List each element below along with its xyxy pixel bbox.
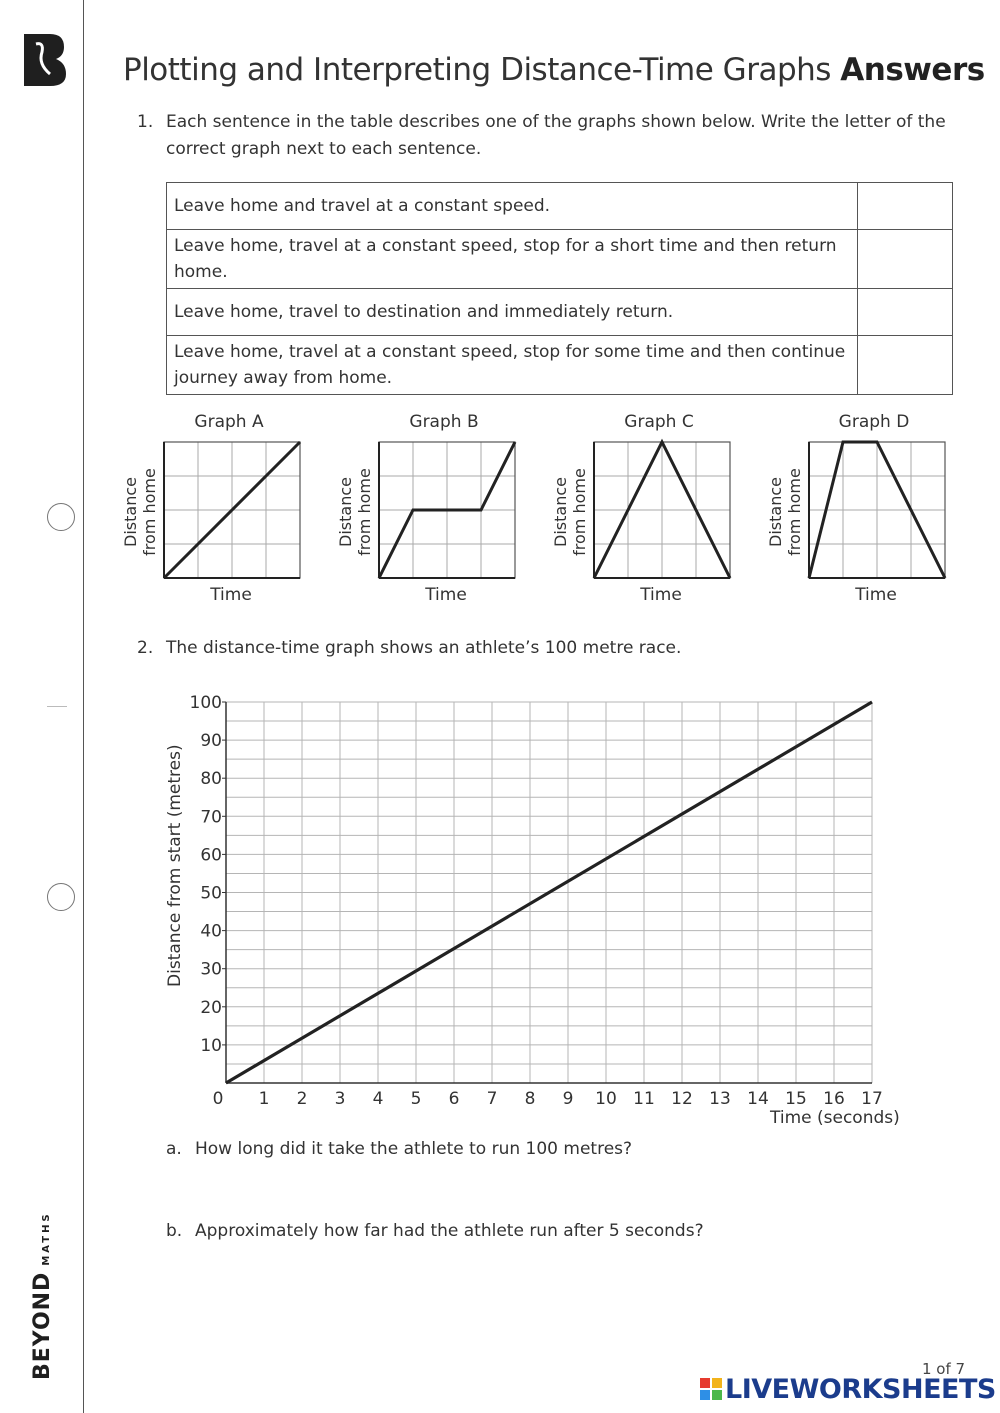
x-tick-label: 11 [633, 1089, 655, 1109]
x-tick-label: 16 [823, 1089, 845, 1109]
mini-graphs-svg [0, 0, 1000, 640]
x-tick-label: 0 [212, 1089, 224, 1109]
x-tick-label: 2 [296, 1089, 308, 1109]
x-tick-label: 13 [709, 1089, 731, 1109]
x-tick-label: 15 [785, 1089, 807, 1109]
graph-b-title: Graph B [409, 412, 479, 432]
graph-c-ylabel-1: Distance [551, 477, 570, 547]
liveworksheets-text: LIVEWORKSHEETS [725, 1374, 996, 1405]
graph-a-ylabel-1: Distance [121, 477, 140, 547]
q1-text: Each sentence in the table describes one of the graphs shown below. Write the letter of the correct graph next to each sentence. [166, 112, 946, 159]
graph-a-title: Graph A [194, 412, 264, 432]
y-tick-label: 30 [200, 959, 222, 980]
y-tick-label: 90 [200, 731, 222, 752]
race-chart-ylabel: Distance from start (metres) [165, 744, 185, 987]
x-tick-label: 9 [562, 1089, 574, 1109]
graph-a-plot [164, 442, 300, 578]
graph-d-title: Graph D [838, 412, 910, 432]
race-chart-svg [0, 680, 1000, 1110]
graph-c-title: Graph C [624, 412, 694, 432]
brand-vertical [30, 1211, 55, 1380]
q2-number: 2. [137, 638, 154, 658]
y-tick-label: 100 [189, 693, 222, 713]
race-chart-xlabel: Time (seconds) [770, 1108, 900, 1128]
table-sentence: Leave home, travel at a constant speed, stop for a short time and then return home. [167, 230, 858, 289]
graph-d-plot [809, 442, 945, 578]
graph-c-ylabel-2: from home [570, 468, 589, 556]
graph-b-ylabel-2: from home [355, 468, 374, 556]
q1-number: 1. [137, 112, 154, 132]
table-sentence: Leave home and travel at a constant speed. [167, 183, 858, 230]
q2a-label: a. [166, 1139, 182, 1159]
table-sentence: Leave home, travel at a constant speed, stop for some time and then continue journey away from home. [167, 336, 858, 395]
y-tick-label: 10 [200, 1035, 222, 1056]
x-tick-label: 6 [448, 1089, 460, 1109]
x-tick-label: 12 [671, 1089, 693, 1109]
graph-c-plot [594, 442, 730, 578]
graph-c-xlabel: Time [640, 585, 682, 605]
page-number: 1 of 7 [922, 1360, 966, 1378]
x-tick-label: 4 [372, 1089, 384, 1109]
x-tick-label: 10 [595, 1089, 617, 1109]
x-tick-label: 7 [486, 1089, 498, 1109]
x-tick-label: 14 [747, 1089, 769, 1109]
y-tick-label: 50 [200, 883, 222, 904]
graph-b-ylabel-1: Distance [336, 477, 355, 547]
brand-sub: MATHS [41, 1211, 52, 1266]
graph-b-xlabel: Time [425, 585, 467, 605]
graph-b-plot [379, 442, 515, 578]
y-tick-label: 70 [200, 807, 222, 828]
y-tick-label: 80 [200, 769, 222, 790]
title-bold: Answers [840, 52, 985, 88]
x-tick-label: 17 [861, 1089, 883, 1109]
liveworksheets-icon [700, 1378, 722, 1400]
x-tick-label: 5 [410, 1089, 422, 1109]
graph-a-ylabel-2: from home [140, 468, 159, 556]
q2b-label: b. [166, 1221, 183, 1241]
table-sentence: Leave home, travel to destination and immediately return. [167, 289, 858, 336]
y-tick-label: 40 [200, 921, 222, 942]
graph-d-ylabel-2: from home [785, 468, 804, 556]
x-tick-label: 3 [334, 1089, 346, 1109]
title-main: Plotting and Interpreting Distance-Time Graphs [123, 52, 831, 88]
graph-a-xlabel: Time [210, 585, 252, 605]
liveworksheets-brand [700, 1374, 996, 1405]
graph-d-ylabel-1: Distance [766, 477, 785, 547]
y-tick-label: 20 [200, 997, 222, 1018]
q2b-text: Approximately how far had the athlete run after 5 seconds? [195, 1221, 704, 1241]
y-tick-label: 60 [200, 845, 222, 866]
brand-main: BEYOND [30, 1271, 55, 1380]
graph-d-xlabel: Time [855, 585, 897, 605]
q2a-text: How long did it take the athlete to run 100 metres? [195, 1139, 633, 1159]
x-tick-label: 8 [524, 1089, 536, 1109]
q2-text: The distance-time graph shows an athlete’s 100 metre race. [166, 638, 682, 658]
x-tick-label: 1 [258, 1089, 270, 1109]
